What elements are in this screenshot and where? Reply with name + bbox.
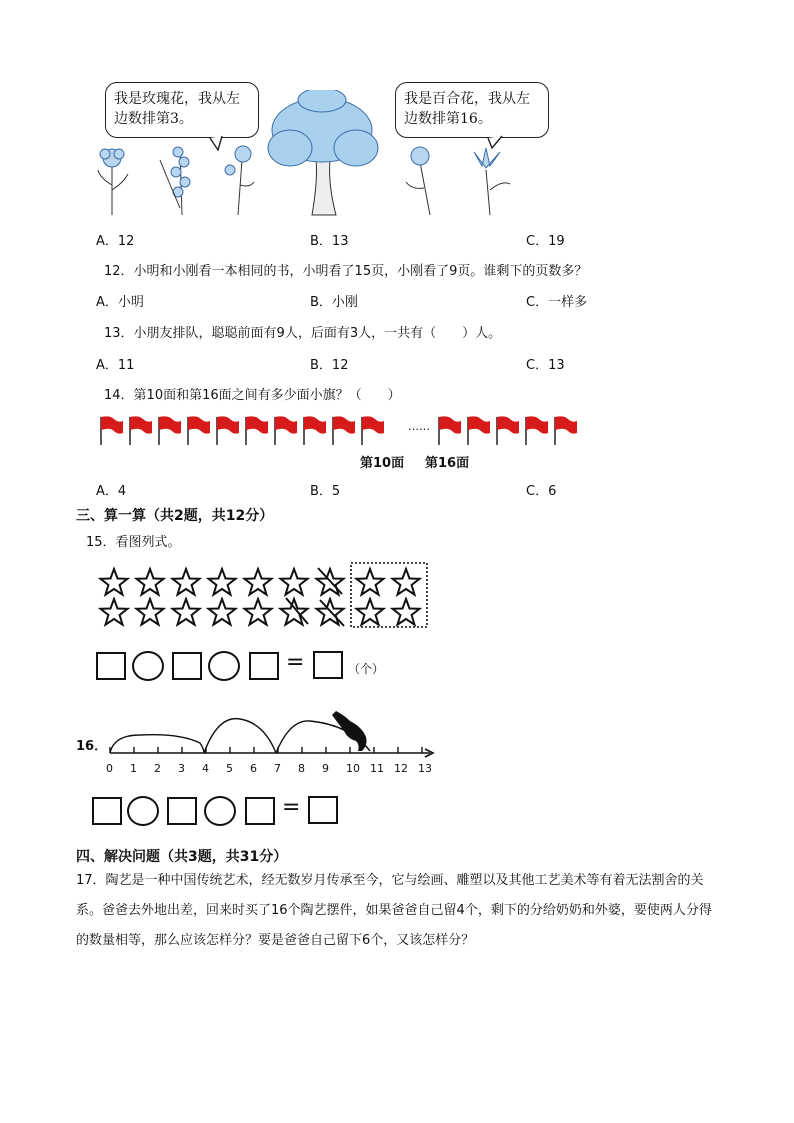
flower-icon — [160, 147, 190, 215]
tick-label: 0 — [106, 762, 113, 775]
q13-option-b[interactable]: B．12 — [310, 358, 349, 373]
flag-dots: …… — [408, 420, 430, 433]
star-picture — [96, 560, 436, 632]
tick-label: 7 — [274, 762, 281, 775]
bubble-lily-text: 我是百合花，我从左边数排第16。 — [404, 91, 530, 127]
rose-icon — [225, 146, 254, 215]
q13-option-c[interactable]: C．13 — [526, 358, 565, 373]
q12-option-a[interactable]: A．小明 — [96, 295, 144, 310]
kangaroo-icon — [332, 711, 367, 751]
tick-label: 2 — [154, 762, 161, 775]
flag-label-10: 第10面 — [360, 456, 405, 471]
q13-text: 13．小朋友排队，聪聪前面有9人，后面有3人，一共有（ ）人。 — [104, 326, 502, 341]
q14-option-c[interactable]: C．6 — [526, 484, 557, 499]
q14-option-a[interactable]: A．4 — [96, 484, 127, 499]
q11-option-b[interactable]: B．13 — [310, 234, 349, 249]
flower-icon — [98, 149, 128, 215]
answer-box[interactable] — [245, 797, 275, 825]
operator-circle[interactable] — [127, 796, 159, 826]
q14-text: 14．第10面和第16面之间有多少面小旗？（ ） — [104, 388, 401, 403]
q15-text: 15．看图列式。 — [86, 535, 181, 550]
equals-sign: = — [282, 795, 301, 820]
tick-label: 4 — [202, 762, 209, 775]
flowers-tree-illustration — [90, 90, 530, 220]
operator-circle[interactable] — [132, 651, 164, 681]
tick-label: 1 — [130, 762, 137, 775]
tick-label: 11 — [370, 762, 384, 775]
q12-option-c[interactable]: C．一样多 — [526, 295, 588, 310]
q12-text: 12．小明和小刚看一本相同的书，小明看了15页，小刚看了9页。谁剩下的页数多？ — [104, 264, 588, 279]
tick-label: 10 — [346, 762, 360, 775]
q16-label: 16． — [76, 739, 108, 754]
q14-option-b[interactable]: B．5 — [310, 484, 341, 499]
answer-box[interactable] — [308, 796, 338, 824]
number-line — [100, 705, 440, 765]
tick-label: 13 — [418, 762, 432, 775]
answer-box[interactable] — [92, 797, 122, 825]
answer-box[interactable] — [313, 651, 343, 679]
answer-box[interactable] — [167, 797, 197, 825]
tick-label: 3 — [178, 762, 185, 775]
flag-label-16: 第16面 — [425, 456, 470, 471]
section-3-heading: 三、算一算（共2题，共12分） — [76, 508, 274, 524]
q12-option-b[interactable]: B．小刚 — [310, 295, 358, 310]
tree-icon — [268, 90, 378, 215]
equals-sign: = — [286, 650, 305, 675]
q17-text: 17．陶艺是一种中国传统艺术，经无数岁月传承至今，它与绘画、雕塑以及其他工艺美术等有着无法割舍的关系。爸爸去外地出差，回来时买了16个陶艺摆件，如果爸爸自己留4个，剩下的分给奶奶和外婆，要使两人分得的数量相等，那么应该怎样分？要是爸爸自己留下6个，又该怎样分？ — [76, 873, 712, 948]
number-line-tick-labels — [100, 762, 440, 778]
tick-label: 8 — [298, 762, 305, 775]
answer-box[interactable] — [249, 652, 279, 680]
rose-icon — [406, 147, 430, 215]
bubble-rose-text: 我是玫瑰花，我从左边数排第3。 — [114, 91, 240, 127]
unit-label: （个） — [348, 662, 385, 676]
q11-option-c[interactable]: C．19 — [526, 234, 565, 249]
tick-label: 12 — [394, 762, 408, 775]
tick-label: 5 — [226, 762, 233, 775]
section-4-heading: 四、解决问题（共3题，共31分） — [76, 849, 288, 865]
tick-label: 6 — [250, 762, 257, 775]
q13-option-a[interactable]: A．11 — [96, 358, 135, 373]
tick-label: 9 — [322, 762, 329, 775]
operator-circle[interactable] — [204, 796, 236, 826]
q11-option-a[interactable]: A．12 — [96, 234, 135, 249]
answer-box[interactable] — [96, 652, 126, 680]
answer-box[interactable] — [172, 652, 202, 680]
lily-icon — [474, 148, 510, 215]
operator-circle[interactable] — [208, 651, 240, 681]
flag-row — [96, 415, 596, 447]
